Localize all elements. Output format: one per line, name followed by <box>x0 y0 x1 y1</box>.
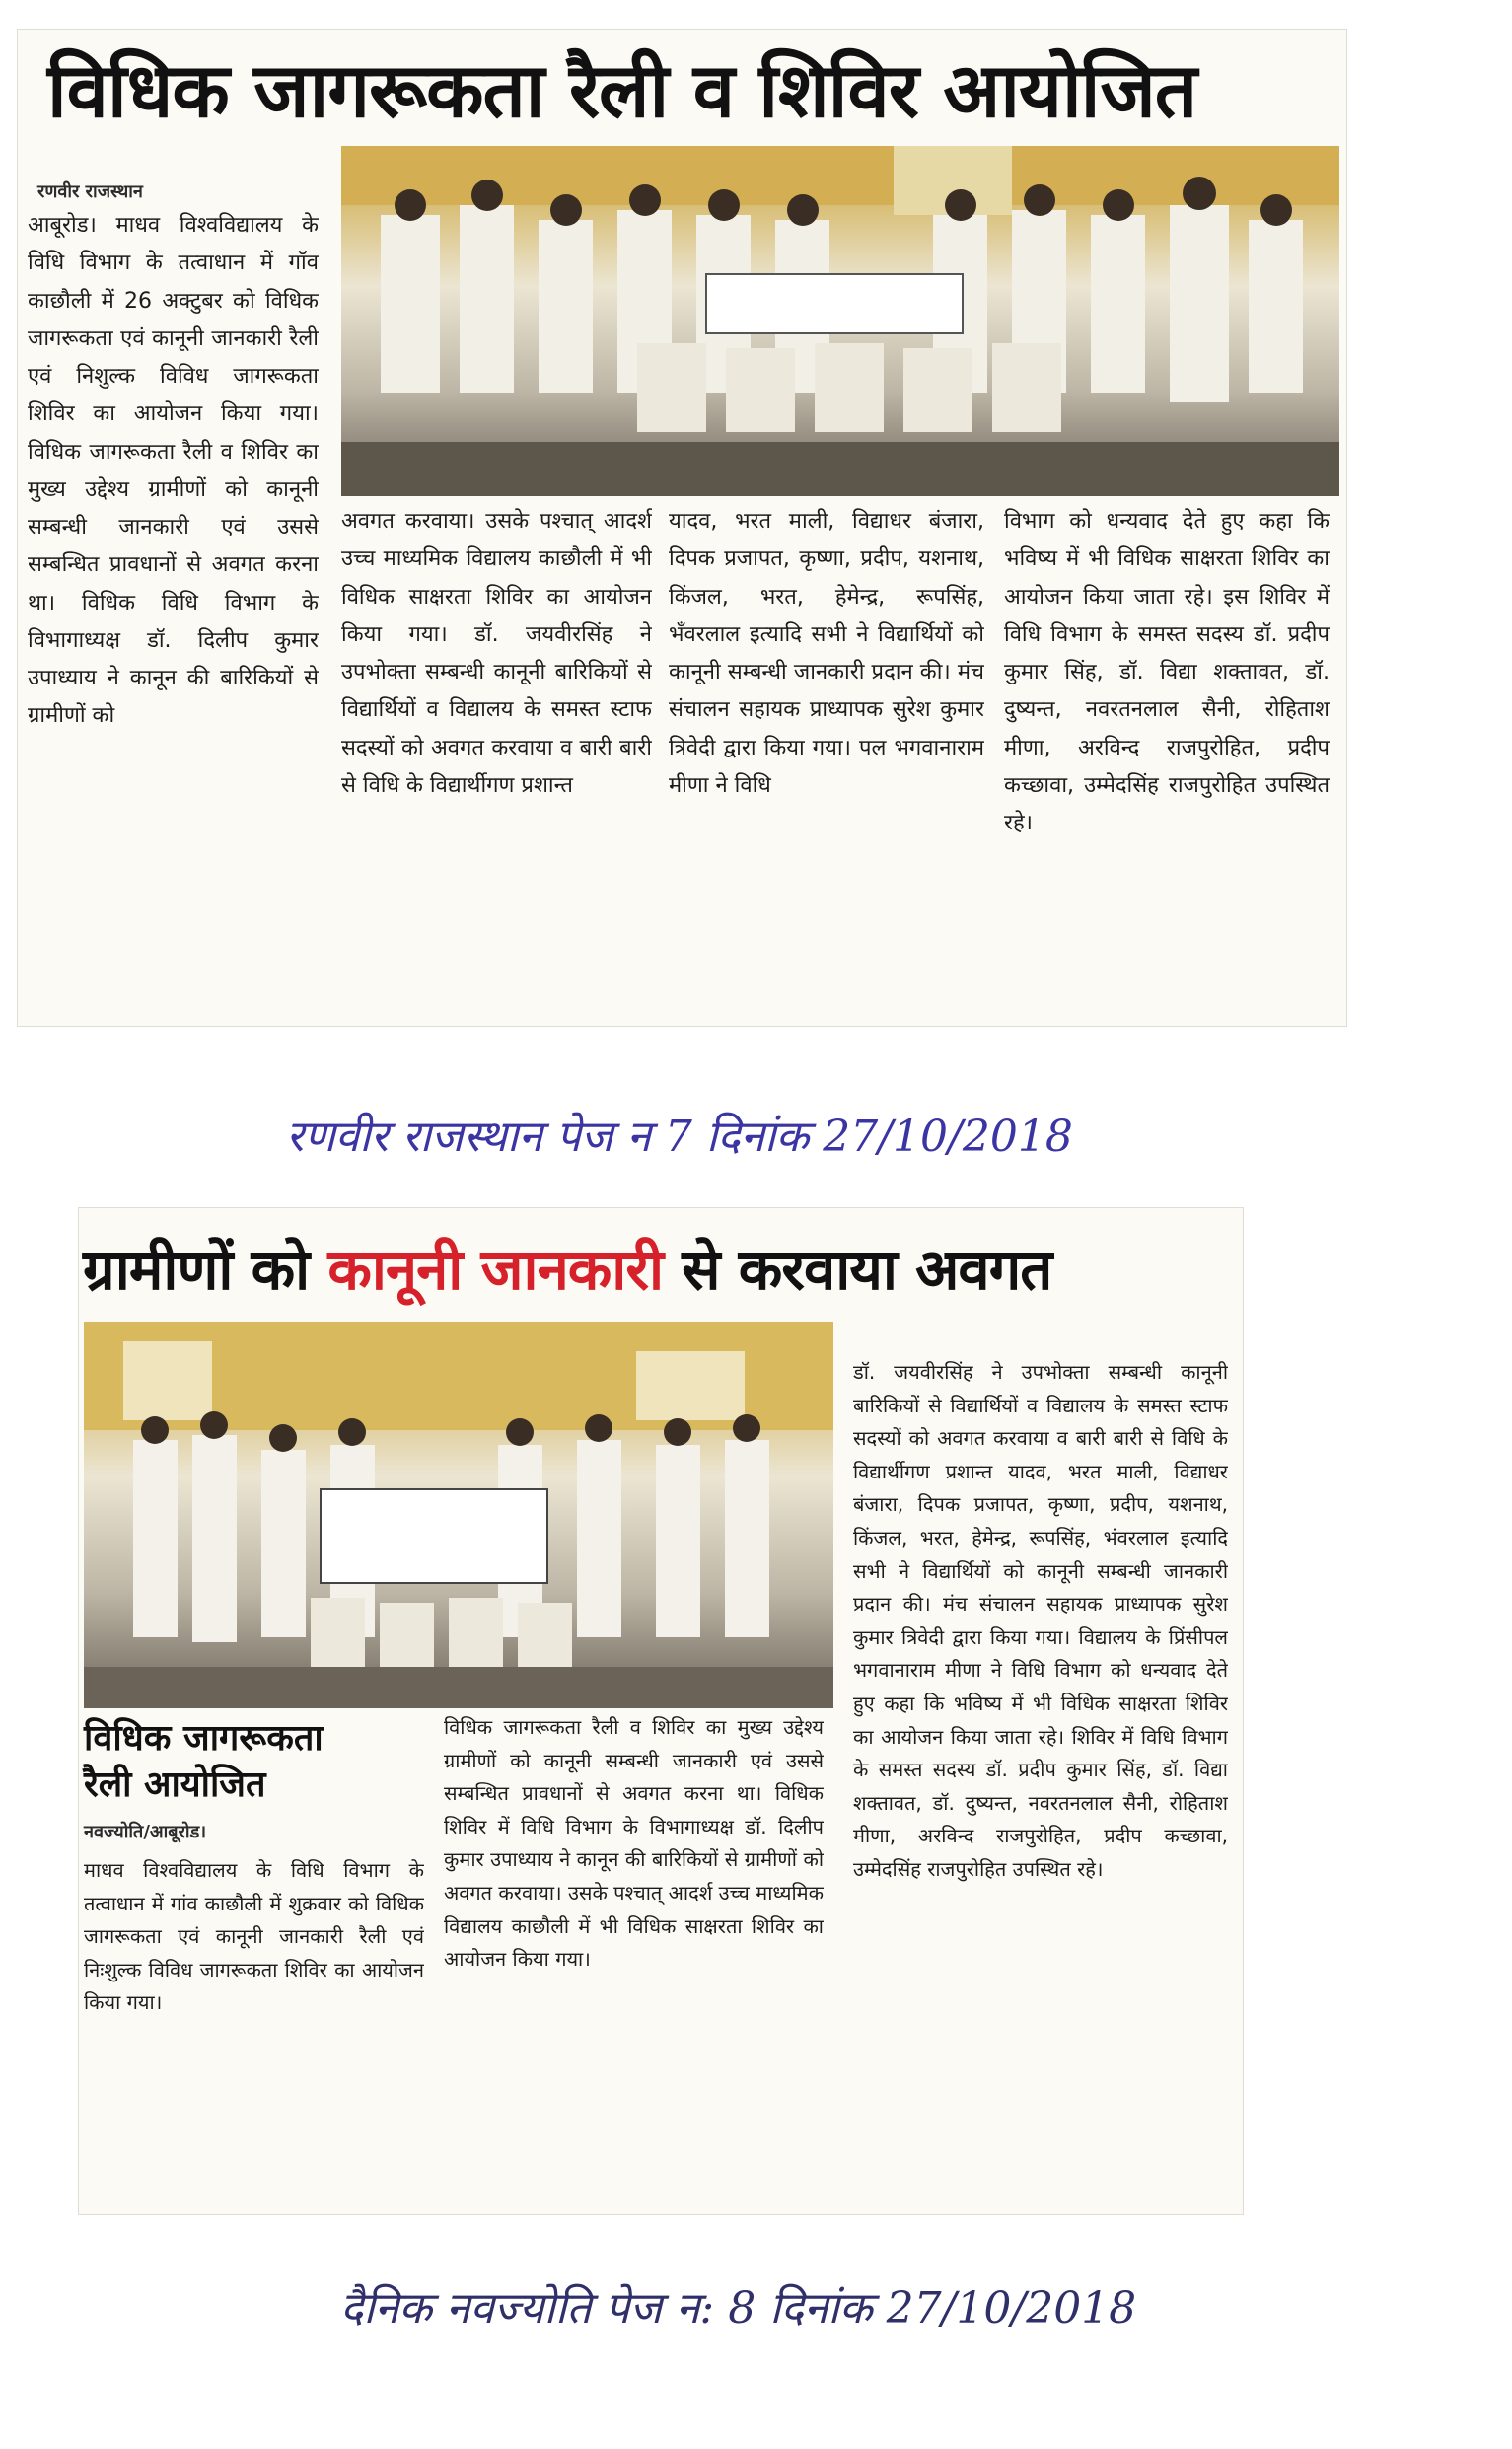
newspaper-clipping-2 <box>79 1208 1243 2214</box>
clipping-2-column-3: डॉ. जयवीरसिंह ने उपभोक्ता सम्बन्धी कानूनी बारिकियों से विद्यार्थियों व विद्यालय के समस्त स्टाफ सदस्यों को अवगत करवाया व बारी बारी से विधि के विद्यार्थीगण प्रशान्त यादव, भरत माली, विद्याधर बंजारा, दिपक प्रजापत, कृष्णा, प्रदीप, यशनाथ, किंजल, भरत, हेमेन्द्र, रूपसिंह, भंवरलाल इत्यादि सभी ने विद्यार्थियों को कानूनी सम्बन्धी जानकारी प्रदान की। मंच संचालन सहायक प्राध्यापक सुरेश कुमार त्रिवेदी द्वारा किया गया। विद्यालय के प्रिंसीपल भगवानाराम मीणा ने विधि विभाग को धन्यवाद देते हुए कहा कि भविष्य में भी विधिक साक्षरता शिविर का आयोजन किया जाता रहे। शिविर में विधि विभाग के समस्त सदस्य डॉ. प्रदीप कुमार सिंह, डॉ. विद्या शक्तावत, डॉ. दुष्यन्त, नवरतनलाल सैनी, रोहिताश मीणा, अरविन्द राजपुरोहित, प्रदीप कच्छावा, उम्मेदसिंह राजपुरोहित उपस्थित रहे। <box>853 1360 1228 1881</box>
clipping-2-column-1: माधव विश्वविद्यालय के विधि विभाग के तत्वाधान में गांव काछौली में शुक्रवार को विधिक जागरूकता एवं कानूनी जानकारी रैली एवं निःशुल्क विविध जागरूकता शिविर का आयोजन किया गया। <box>84 1858 424 2015</box>
handwritten-note-2: दैनिक नवज्योति पेज न: 8 दिनांक 27/10/2018 <box>340 2283 1137 2334</box>
clipping-1-column-1: आबूरोड। माधव विश्वविद्यालय के विधि विभाग के तत्वाधान में गॉव काछौली में 26 अक्टुबर को विधिक जागरूकता एवं कानूनी जानकारी रैली एवं निशुल्क विविध जागरूकता शिविर का आयोजन किया गया। विधिक जागरूकता रैली व शिविर का मुख्य उद्देश्य ग्रामीणों को कानूनी सम्बन्धी जानकारी एवं उससे सम्बन्धित प्रावधानों से अवगत करना था। विधिक विधि विभाग के विभागाध्यक्ष डॉ. दिलीप कुमार उपाध्याय ने कानून की बारिकियों से ग्रामीणों को <box>28 213 319 729</box>
clipping-2-photo <box>84 1322 833 1708</box>
clipping-1-photo <box>341 146 1339 496</box>
handwritten-note-1: रणवीर राजस्थान पेज न 7 दिनांक 27/10/2018 <box>286 1112 1073 1162</box>
group-photo-illustration <box>84 1322 833 1708</box>
clipping-2-headline <box>83 1228 1051 1306</box>
headline-part-3: से करवाया अवगत <box>682 1236 1052 1303</box>
clipping-1-dateline: रणवीर राजस्थान <box>37 181 143 202</box>
clipping-1-column-3: यादव, भरत माली, विद्याधर बंजारा, दिपक प्रजापत, कृष्णा, प्रदीप, यशनाथ, किंजल, भरत, हेमेन्द्र, रूपसिंह, भँवरलाल इत्यादि सभी ने विद्यार्थियों को कानूनी सम्बन्धी जानकारी प्रदान की। मंच संचालन सहायक प्राध्यापक सुरेश कुमार त्रिवेदी द्वारा किया गया। पल भगवानाराम मीणा ने विधि <box>669 509 984 798</box>
headline-part-2: कानूनी जानकारी <box>327 1236 664 1303</box>
clipping-2-column-2: विधिक जागरूकता रैली व शिविर का मुख्य उद्देश्य ग्रामीणों को कानूनी सम्बन्धी जानकारी एवं उससे सम्बन्धित प्रावधानों से अवगत करना था। विधिक शिविर में विधि विभाग के विभागाध्यक्ष डॉ. दिलीप कुमार उपाध्याय ने कानून की बारिकियों से ग्रामीणों को अवगत करवाया। उसके पश्चात् आदर्श उच्च माध्यमिक विद्यालय काछौली में भी विधिक साक्षरता शिविर का आयोजन किया गया। <box>444 1715 824 1972</box>
clipping-1-column-4: विभाग को धन्यवाद देते हुए कहा कि भविष्य में भी विधिक साक्षरता शिविर का आयोजन किया जाता रहे। इस शिविर में विधि विभाग के समस्त सदस्य डॉ. प्रदीप कुमार सिंह, डॉ. विद्या शक्तावत, डॉ. दुष्यन्त, नवरतनलाल सैनी, रोहिताश मीणा, अरविन्द राजपुरोहित, प्रदीप कच्छावा, उम्मेदसिंह राजपुरोहित उपस्थित रहे। <box>1004 509 1330 836</box>
headline-part-1: ग्रामीणों को <box>83 1236 310 1303</box>
clipping-2-dateline: नवज्योति/आबूरोड। <box>84 1822 207 1842</box>
group-photo-illustration <box>341 146 1339 496</box>
clipping-2-subheadline: विधिक जागरूकता रैली आयोजित <box>84 1718 324 1805</box>
newspaper-clipping-1 <box>18 30 1346 1026</box>
clipping-1-headline: विधिक जागरूकता रैली व शिविर आयोजित <box>47 46 1197 134</box>
clipping-1-column-2: अवगत करवाया। उसके पश्चात् आदर्श उच्च माध्यमिक विद्यालय काछौली में भी विधिक साक्षरता शिविर का आयोजन किया गया। डॉ. जयवीरसिंह ने उपभोक्ता सम्बन्धी कानूनी बारिकियों से विद्यार्थियों व विद्यालय के समस्त स्टाफ सदस्यों को अवगत करवाया व बारी बारी से विधि के विद्यार्थीगण प्रशान्त <box>341 509 652 798</box>
